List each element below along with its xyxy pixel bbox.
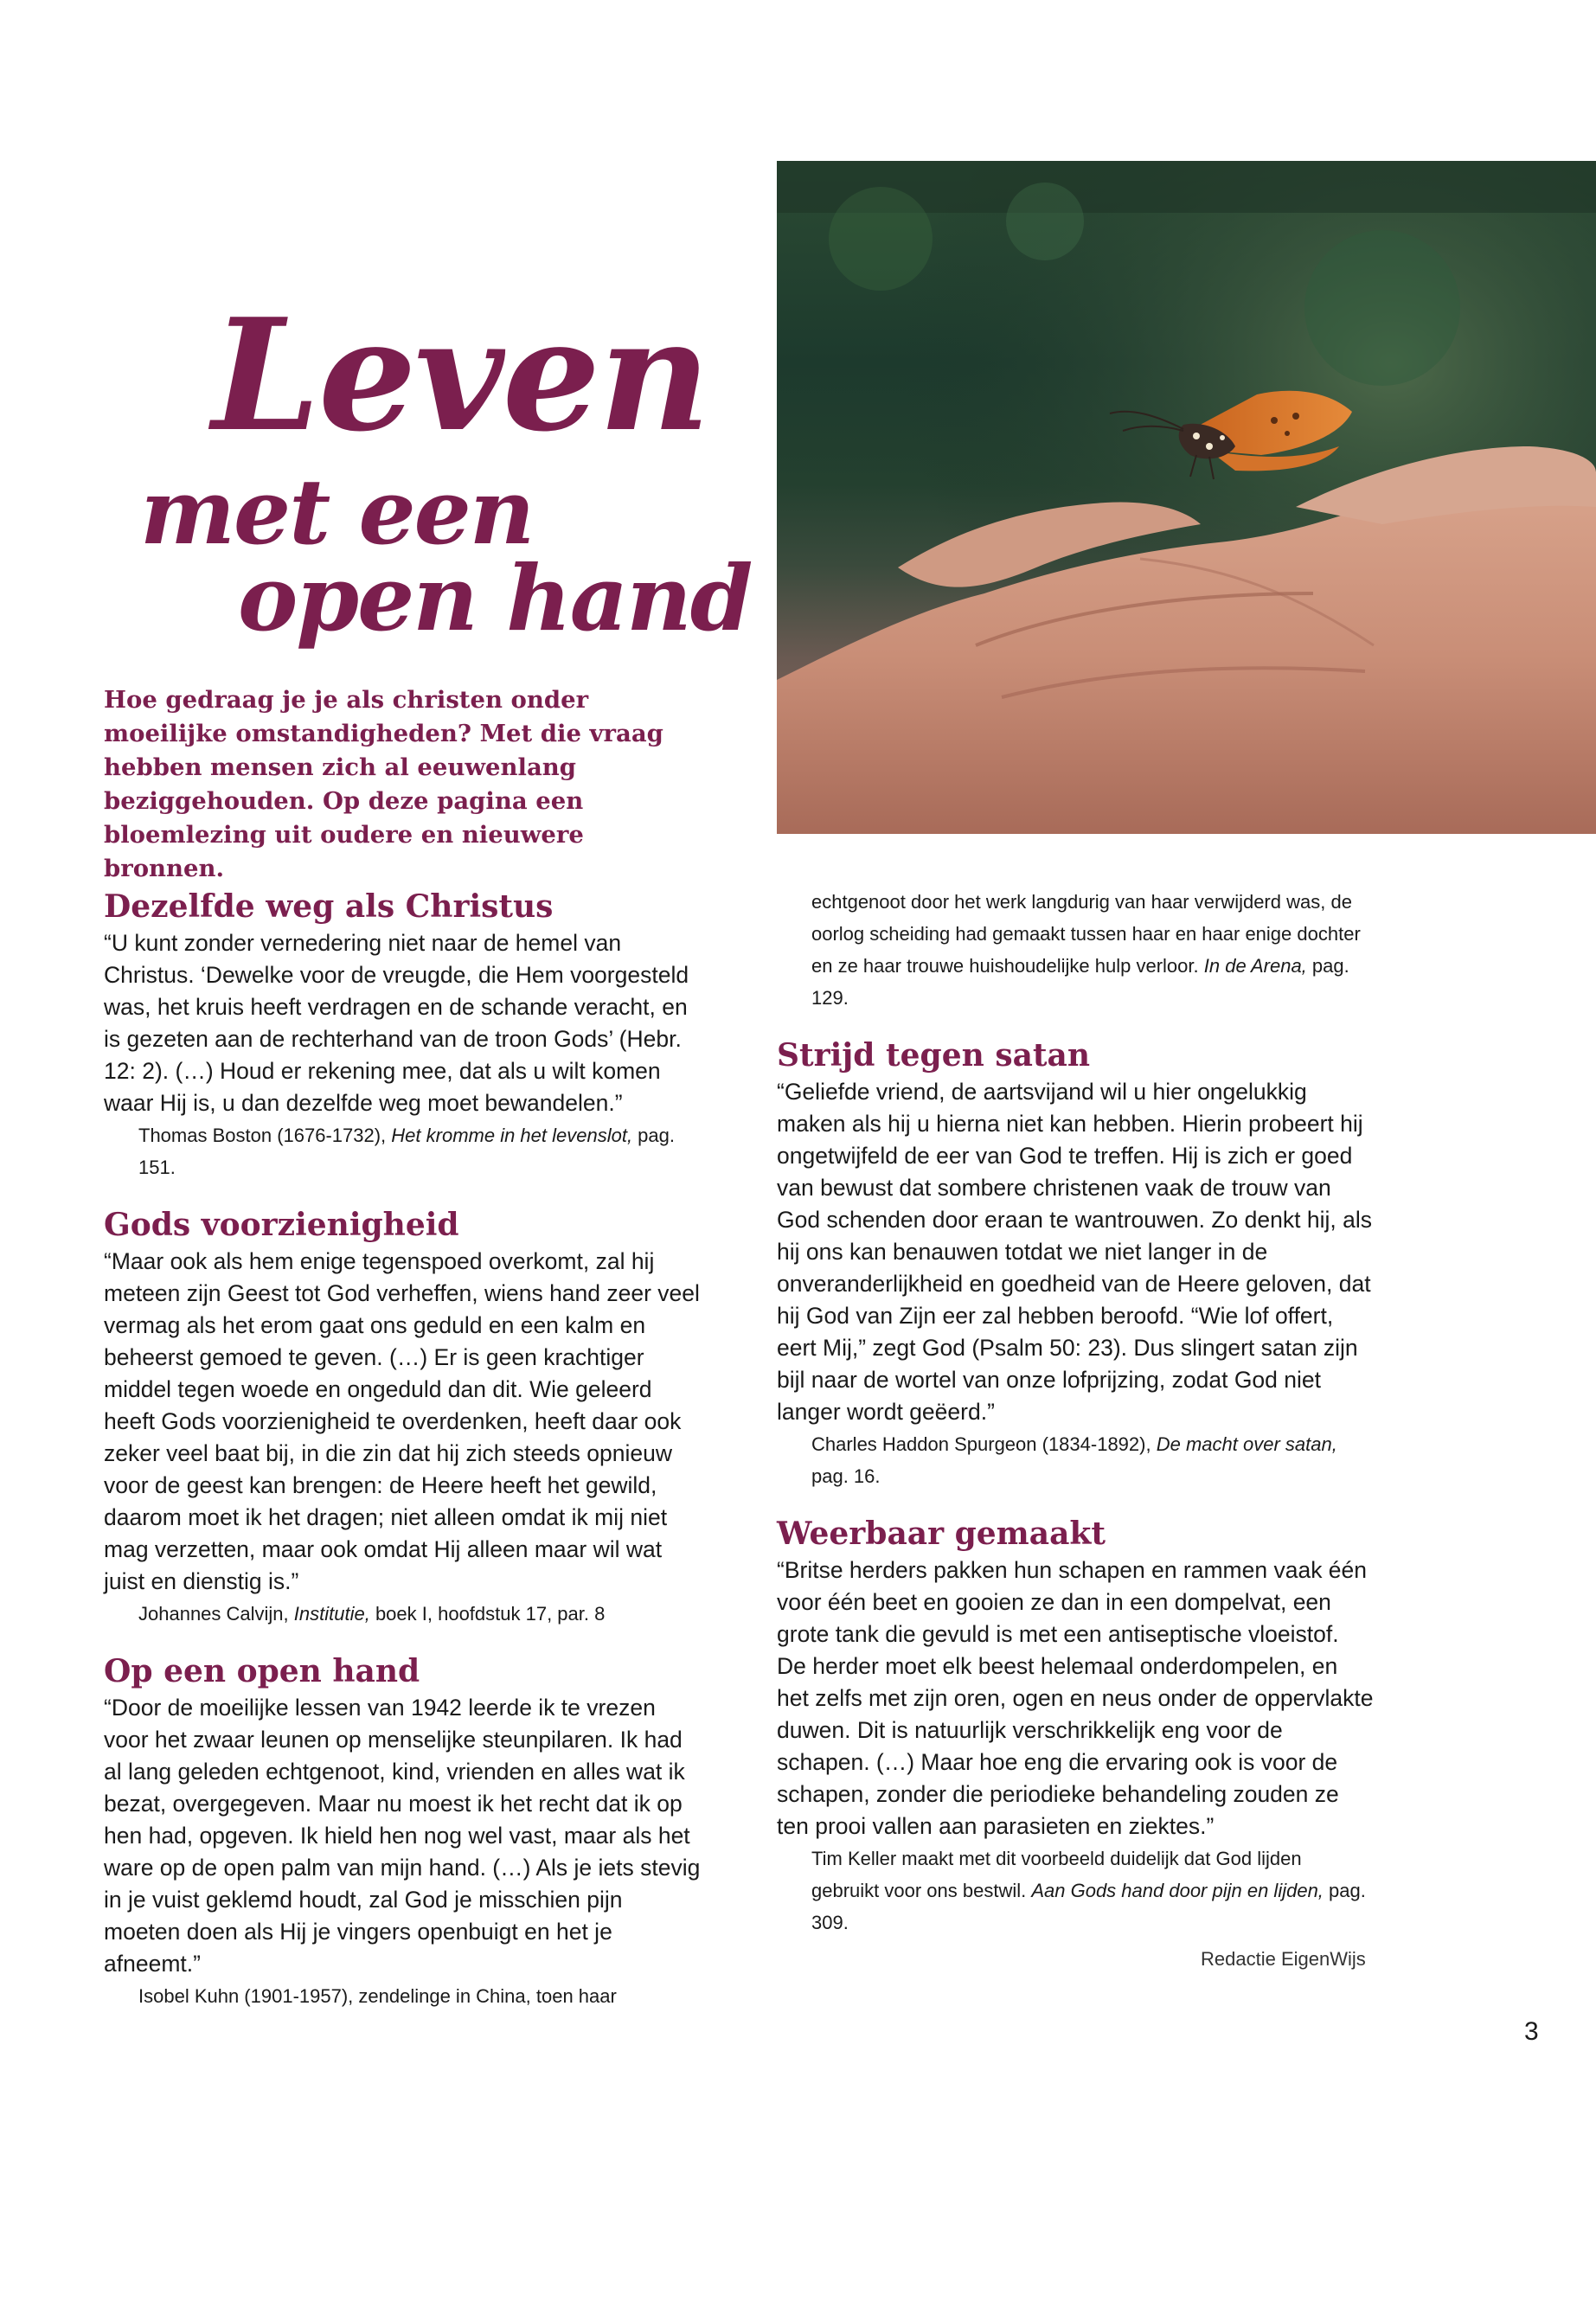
section-heading: Strijd tegen satan	[777, 1037, 1091, 1074]
source-author: Johannes Calvijn,	[138, 1603, 294, 1625]
photo-illustration	[777, 161, 1596, 834]
source-title: Het kromme in het levenslot,	[391, 1125, 633, 1146]
section-body: “U kunt zonder vernedering niet naar de hemel van Christus. ‘Dewelke voor de vreugde, die Hem voorgesteld was, het kruis heeft verdragen en de schande veracht, en is gezeten aan de rechterhand van de troon Gods’ (Hebr. 12: 2). (…) Houd er rekening mee, dat als u wilt komen waar Hij is, u dan dezelfde weg moet bewandelen.”	[104, 930, 689, 1116]
title-line-2: met een	[140, 458, 534, 565]
section-heading: Op een open hand	[104, 1653, 420, 1689]
source-author: Charles Haddon Spurgeon (1834-1892),	[811, 1433, 1157, 1455]
section-source	[811, 1428, 1374, 1492]
left-column	[104, 886, 701, 2012]
credit: Redactie EigenWijs	[1201, 1948, 1366, 1970]
section-body: “Britse herders pakken hun schapen en rammen vaak één voor één beet en gooien ze dan in een dompelvat, een grote tank die gevuld is met een antiseptische vloeistof. De herder moet elk beest helemaal onderdompelen, en het zelfs met zijn oren, ogen en neus onder de oppervlakte duwen. Dit is natuurlijk verschrikkelijk eng voor de schapen. (…) Maar hoe eng die ervaring ook is voor de schapen, zonder die periodieke behandeling zouden ze ten prooi vallen aan parasieten en ziektes.”	[777, 1557, 1374, 1839]
source-page: pag. 16.	[811, 1465, 881, 1487]
source-author: Tim Keller maakt met dit voorbeeld duidelijk dat God lijden gebruikt voor ons bestwil.	[811, 1848, 1302, 1901]
source-title: Institutie,	[293, 1603, 370, 1625]
hand-butterfly-photo	[777, 161, 1596, 834]
source-page: boek I, hoofdstuk 17, par. 8	[369, 1603, 606, 1625]
continuation-title: In de Arena,	[1203, 955, 1307, 977]
section-source	[811, 1843, 1374, 1939]
page-number: 3	[1524, 2017, 1539, 2046]
section-weerbaar-gemaakt	[777, 1513, 1374, 1939]
section-heading: Gods voorzienigheid	[104, 1207, 459, 1243]
source-continuation	[811, 886, 1374, 1014]
source-title: De macht over satan,	[1156, 1433, 1337, 1455]
section-heading: Weerbaar gemaakt	[777, 1516, 1106, 1552]
section-source	[138, 1980, 701, 2012]
section-body: “Maar ook als hem enige tegenspoed overkomt, zal hij meteen zijn Geest tot God verheffen, wiens hand zeer veel vermag als het erom gaat ons geduld en een kalm en beheerst gemoed te geven. (…) Er is geen krachtiger middel tegen woede en ongeduld dan dit. Wie geleerd heeft Gods voorzienigheid te overdenken, heeft daar ook zeker veel baat bij, in die zin dat hij zich steeds opnieuw voor de geest kan brengen: de Heere heeft het gewild, daarom moet ik het dragen; niet alleen omdat ik mij niet mag verzetten, maar ook omdat Hij alleen maar wil wat juist en dienstig is.”	[104, 1248, 700, 1594]
continuation-text: echtgenoot door het werk langdurig van haar verwijderd was, de oorlog scheiding had gemaakt tussen haar en haar enige dochter en ze haar trouwe huishoudelijke hulp verloor.	[811, 891, 1361, 977]
title-line-1: Leven	[212, 285, 709, 465]
section-strijd-tegen-satan	[777, 1035, 1374, 1492]
section-source	[138, 1119, 701, 1183]
title-line-3: open hand	[238, 545, 752, 651]
source-title: Aan Gods hand door pijn en lijden,	[1031, 1880, 1324, 1901]
section-op-een-open-hand	[104, 1650, 701, 2012]
section-gods-voorzienigheid	[104, 1204, 701, 1630]
source-author: Isobel Kuhn (1901-1957), zendelinge in China, toen haar	[138, 1985, 617, 2007]
section-source	[138, 1598, 701, 1630]
continuation-page: pag. 129.	[811, 955, 1349, 1009]
source-page: pag. 309.	[811, 1880, 1366, 1933]
source-author: Thomas Boston (1676-1732),	[138, 1125, 392, 1146]
section-body: “Geliefde vriend, de aartsvijand wil u hier ongelukkig maken als hij u hierna niet kan hebben. Hierin probeert hij ongetwijfeld de eer van God te treffen. Hij is zich er goed van bewust dat sombere christenen vaak de trouw van God schenden door eraan te wantrouwen. Zo denkt hij, als hij ons kan benauwen totdat we niet langer in de onveranderlijkheid en goedheid van de Heere geloven, dat hij God van Zijn eer zal hebben beroofd. “Wie lof offert, eert Mij,” zegt God (Psalm 50: 23). Dus slingert satan zijn bijl naar de wortel van onze lofprijzing, zodat God niet langer wordt geëerd.”	[777, 1079, 1372, 1425]
section-heading: Dezelfde weg als Christus	[104, 888, 554, 925]
section-body: “Door de moeilijke lessen van 1942 leerde ik te vrezen voor het zwaar leunen op menselijke steunpilaren. Ik had al lang geleden echtgenoot, kind, vrienden en alles wat ik bezat, overgegeven. Maar nu moest ik het recht dat ik op hen had, opgeven. Ik hield hen nog wel vast, maar als het ware op de open palm van mijn hand. (…) Als je iets stevig in je vuist geklemd houdt, zal God je misschien pijn moeten doen als Hij je vingers openbuigt en het je afneemt.”	[104, 1695, 701, 1977]
source-page: pag. 151.	[138, 1125, 675, 1178]
right-column	[777, 886, 1374, 1939]
intro-text: Hoe gedraag je je als christen onder moeilijke omstandigheden? Met die vraag hebben mensen zich al eeuwenlang beziggehouden. Op deze pagina een bloemlezing uit oudere en nieuwere bronnen.	[104, 686, 663, 882]
section-dezelfde-weg	[104, 886, 701, 1183]
